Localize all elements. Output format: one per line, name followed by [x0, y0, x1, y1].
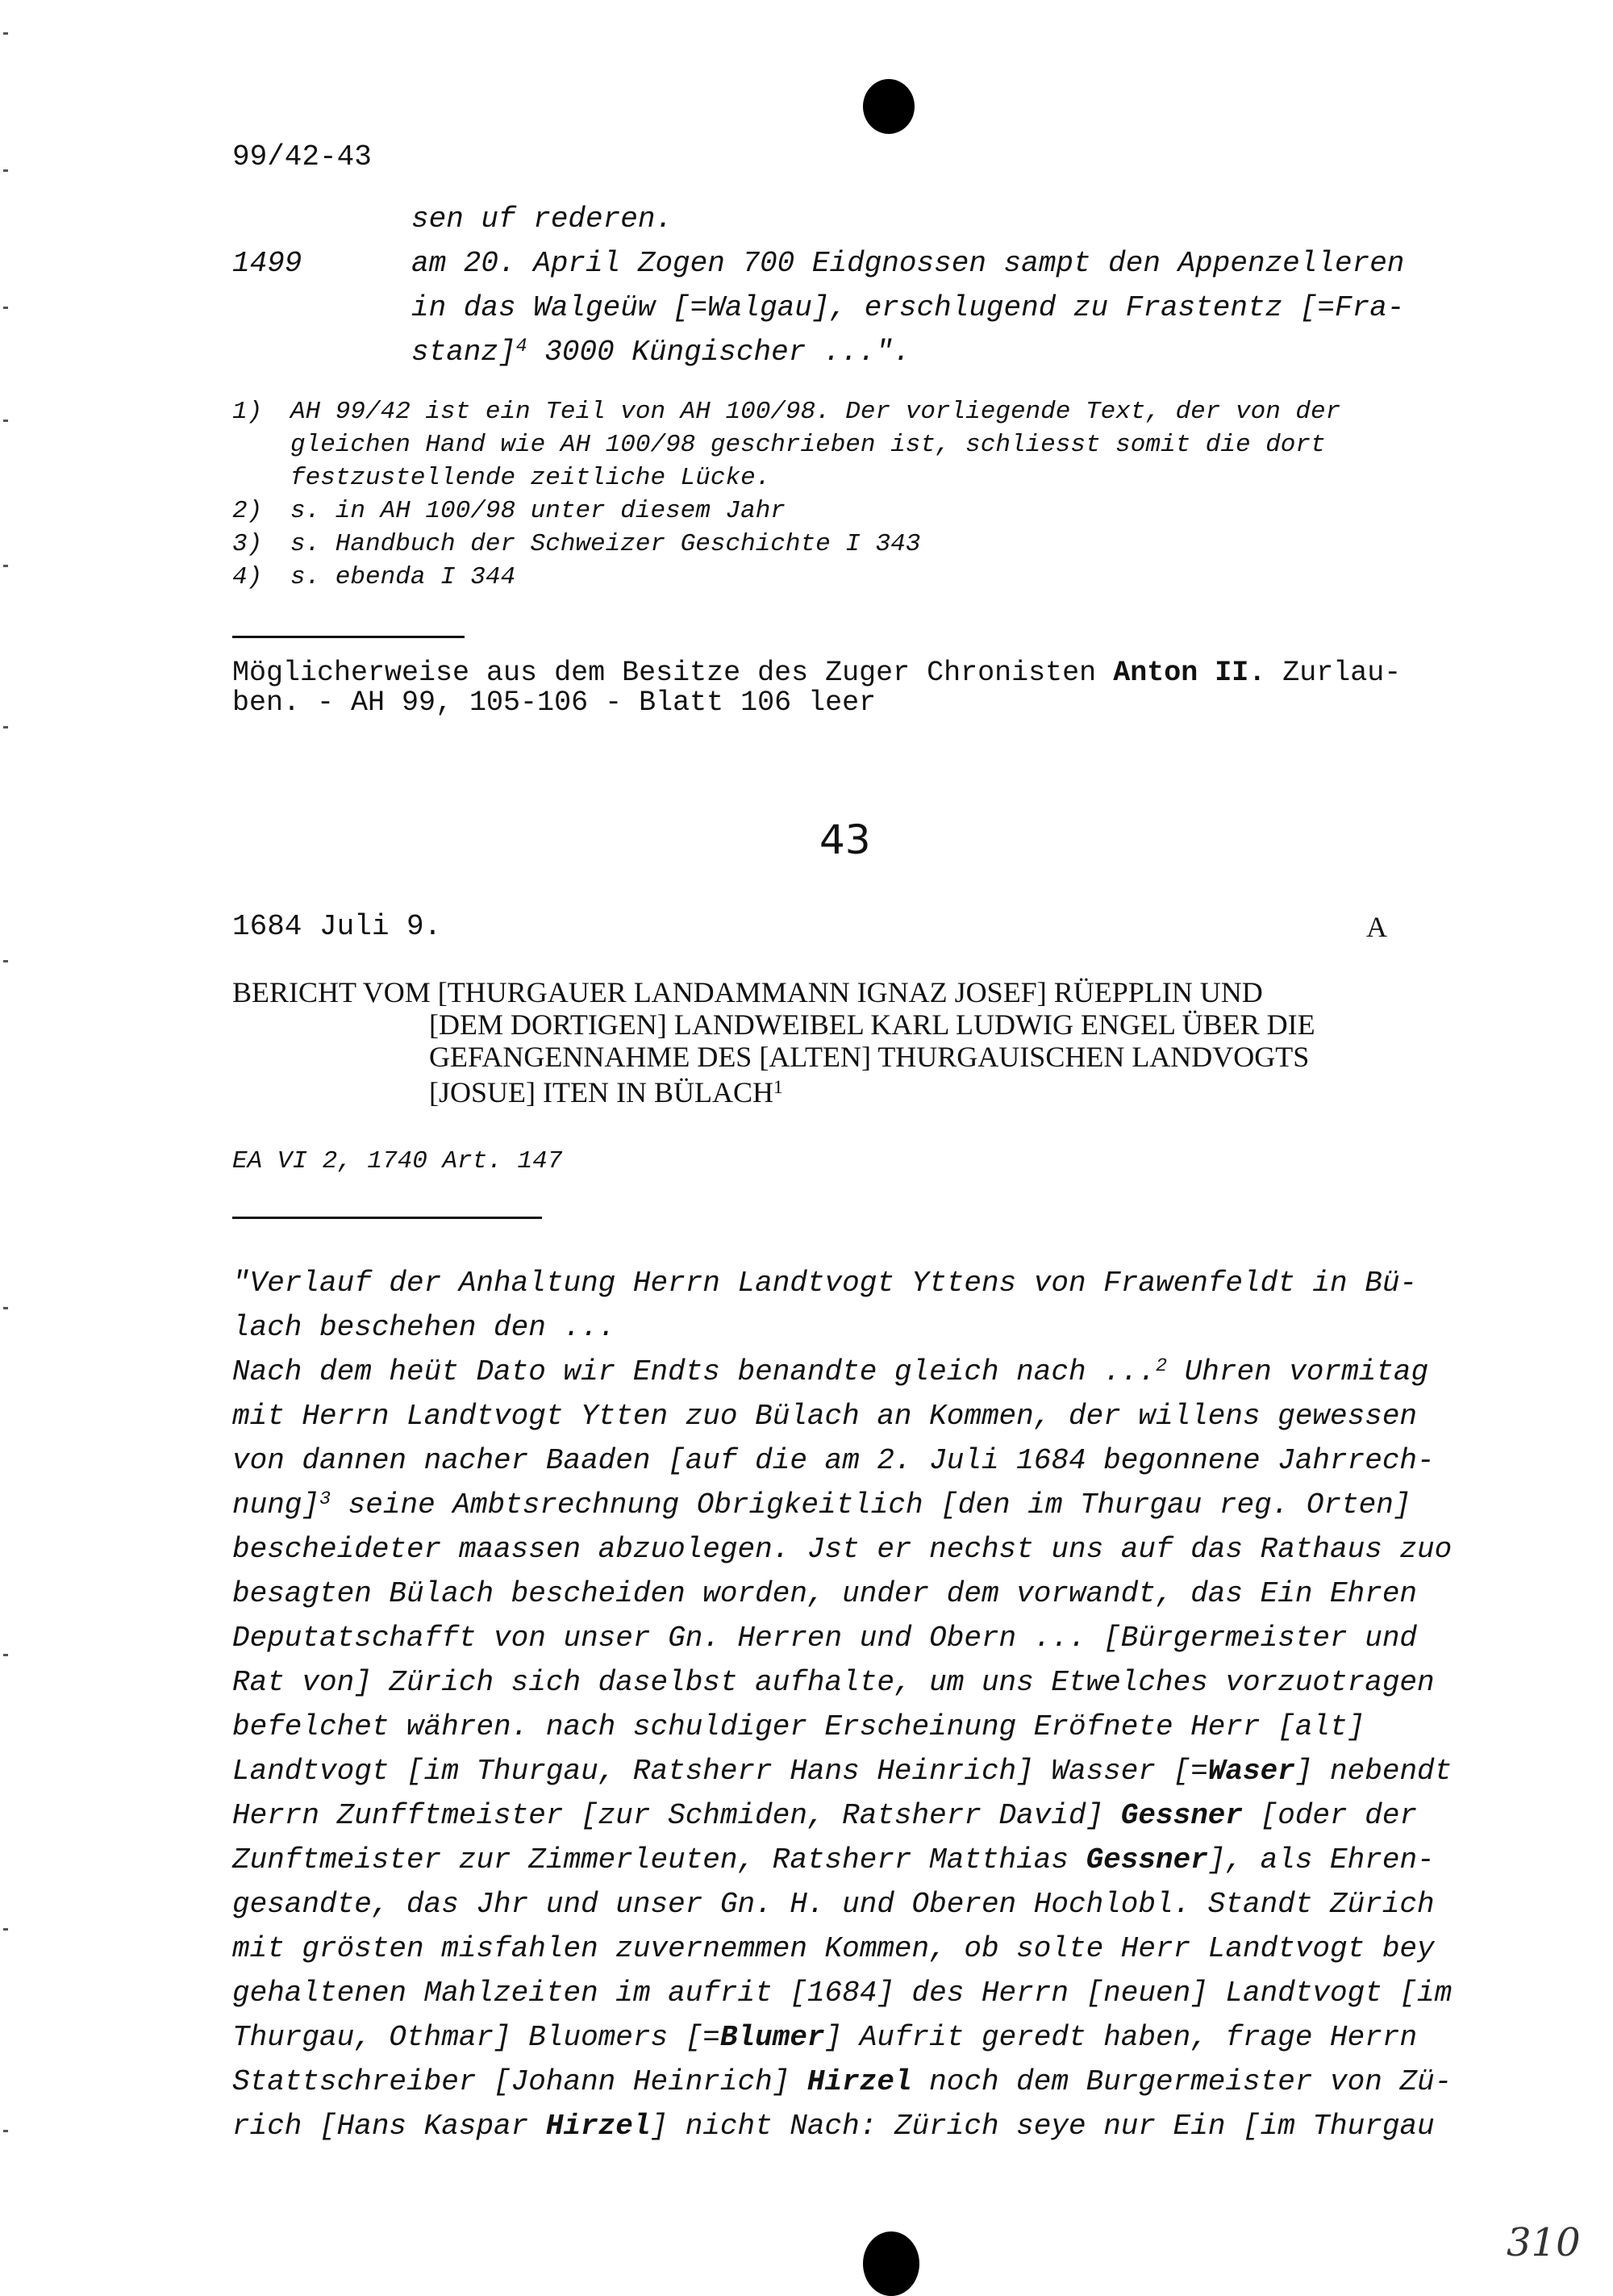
footnote-text: s. ebenda I 344	[290, 563, 516, 591]
text-line: rich [Hans Kaspar Hirzel] nicht Nach: Zürich seye nur Ein [im Thurgau	[232, 2110, 1435, 2143]
footnote-number: 1)	[232, 398, 263, 426]
footnote-text: AH 99/42 ist ein Teil von AH 100/98. Der vorliegende Text, der von der	[290, 398, 1341, 426]
text-line: Stattschreiber [Johann Heinrich] Hirzel noch dem Burgermeister von Zü-	[232, 2065, 1453, 2098]
scan-mark	[3, 307, 8, 309]
footnote-number: 4)	[232, 563, 263, 591]
text-line: befelchet währen. nach schuldiger Erscheinung Eröfnete Herr [alt]	[232, 1710, 1365, 1743]
scan-mark	[3, 960, 8, 962]
scan-mark	[3, 565, 8, 567]
scan-mark	[3, 2130, 8, 2132]
text-line: nung]$^3$ seine Ambtsrechnung Obrigkeitlich [den im Thurgau reg. Orten]	[232, 1488, 1411, 1522]
text-line: Herrn Zunfftmeister [zur Schmiden, Ratsherr David] Gessner [oder der	[232, 1799, 1418, 1832]
text-line: Thurgau, Othmar] Bluomers [=Blumer] Aufrit geredt haben, frage Herrn	[232, 2021, 1418, 2054]
document-number: 43	[819, 816, 871, 863]
text-line: mit Herrn Landtvogt Ytten zuo Bülach an Kommen, der willens gewessen	[232, 1400, 1418, 1433]
text-line: mit grösten misfahlen zuvernemmen Kommen, ob solte Herr Landtvogt bey	[232, 1932, 1435, 1965]
text-line: "Verlauf der Anhaltung Herrn Landtvogt Yttens von Frawenfeldt in Bü-	[232, 1267, 1418, 1300]
text-line: Rat von] Zürich sich daselbst aufhalte, um uns Etwelches vorzuotragen	[232, 1666, 1435, 1699]
punch-hole-top	[863, 79, 915, 134]
separator-rule	[232, 1217, 542, 1219]
entry-title: GEFANGENNAHME DES [ALTEN] THURGAUISCHEN LANDVOGTS	[429, 1041, 1310, 1073]
scan-mark	[3, 1307, 8, 1309]
separator-rule	[232, 636, 465, 638]
footnote-text: gleichen Hand wie AH 100/98 geschrieben ist, schliesst somit die dort	[290, 431, 1326, 459]
footnote-text: s. Handbuch der Schweizer Geschichte I 343	[290, 530, 921, 558]
text-line: gesandte, das Jhr und unser Gn. H. und Oberen Hochlobl. Standt Zürich	[232, 1888, 1435, 1921]
scan-mark	[3, 32, 8, 35]
text-line: Landtvogt [im Thurgau, Ratsherr Hans Heinrich] Wasser [=Waser] nebendt	[232, 1755, 1453, 1788]
entry-title: [DEM DORTIGEN] LANDWEIBEL KARL LUDWIG ENGEL ÜBER DIE	[429, 1008, 1315, 1041]
chronicle-line: in das Walgeüw [=Walgau], erschlugend zu Frastentz [=Fra-	[411, 291, 1405, 324]
source-reference: EA VI 2, 1740 Art. 147	[232, 1147, 563, 1175]
chronicle-year: 1499	[232, 247, 302, 280]
text-line: Deputatschafft von unser Gn. Herren und Obern ... [Bürgermeister und	[232, 1622, 1418, 1655]
entry-title: BERICHT VOM [THURGAUER LANDAMMANN IGNAZ JOSEF] RÜEPPLIN UND	[232, 976, 1263, 1008]
text-line: von dannen nacher Baaden [auf die am 2. Juli 1684 begonnene Jahrrech-	[232, 1444, 1435, 1477]
footnote-text: festzustellende zeitliche Lücke.	[290, 464, 771, 492]
entry-letter: A	[1366, 911, 1387, 943]
chronicle-line: am 20. April Zogen 700 Eidgnossen sampt den Appenzelleren	[411, 247, 1405, 280]
text-line: Zunftmeister zur Zimmerleuten, Ratsherr Matthias Gessner], als Ehren-	[232, 1843, 1435, 1876]
footnote-number: 3)	[232, 530, 263, 558]
entry-title: [JOSUE] ITEN IN BÜLACH$^1$	[429, 1076, 783, 1108]
page-reference: 99/42-43	[232, 140, 372, 173]
footnote-text: s. in AH 100/98 unter diesem Jahr	[290, 497, 786, 525]
text-line: Nach dem heüt Dato wir Endts benandte gleich nach ...$^2$ Uhren vormitag	[232, 1355, 1429, 1388]
footnote-number: 2)	[232, 497, 263, 525]
text-line: gehaltenen Mahlzeiten im aufrit [1684] des Herrn [neuen] Landtvogt [im	[232, 1977, 1453, 2010]
punch-hole-bottom	[863, 2231, 919, 2296]
scan-mark	[3, 1928, 8, 1931]
chronicle-line: sen uf rederen.	[411, 202, 673, 236]
handwritten-page-number: 310	[1507, 2220, 1581, 2265]
provenance-note: ben. - AH 99, 105-106 - Blatt 106 leer	[232, 687, 877, 719]
scan-mark	[3, 420, 8, 422]
scan-mark	[3, 1654, 8, 1656]
chronicle-line: stanz]$^4$ 3000 Küngischer ...".	[411, 336, 911, 369]
text-line: bescheideter maassen abzuolegen. Jst er nechst uns auf das Rathaus zuo	[232, 1533, 1453, 1566]
scan-mark	[3, 726, 8, 728]
provenance-note: Möglicherweise aus dem Besitze des Zuger Chronisten Anton II. Zurlau-	[232, 657, 1402, 689]
text-line: lach beschehen den ...	[232, 1311, 616, 1344]
entry-date: 1684 Juli 9.	[232, 910, 442, 943]
text-line: besagten Bülach bescheiden worden, under dem vorwandt, das Ein Ehren	[232, 1577, 1418, 1610]
scan-mark	[3, 169, 8, 172]
